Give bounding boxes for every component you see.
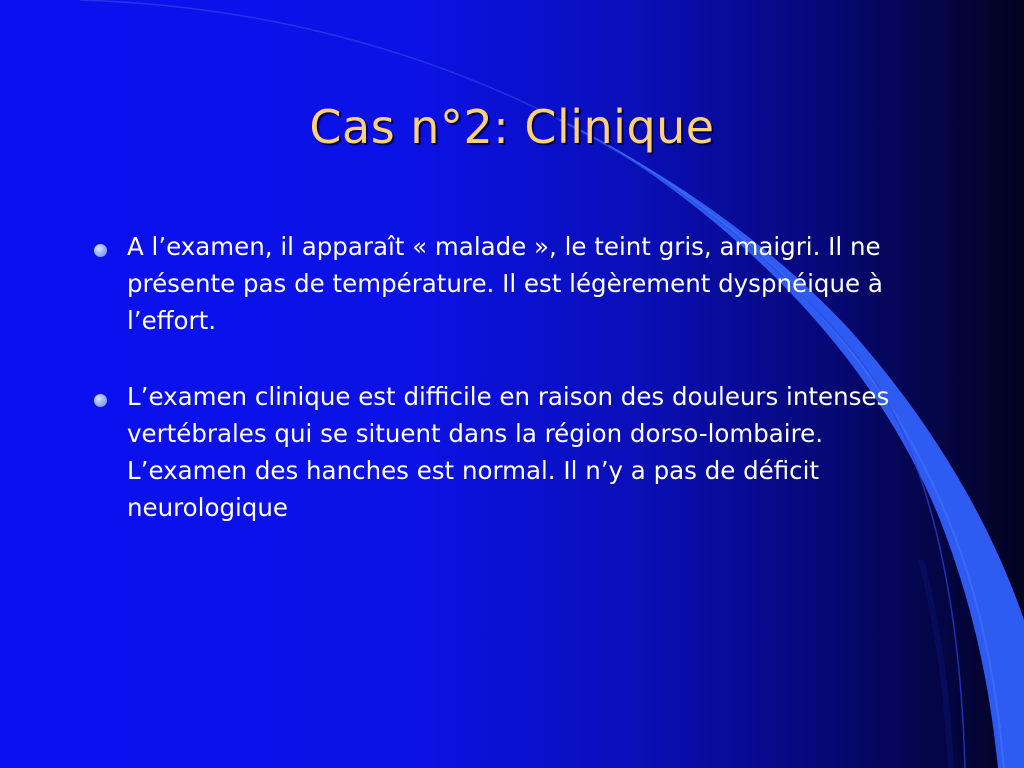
bullet-dot-icon — [94, 394, 107, 407]
bullet-item-clinical-exam — [92, 378, 922, 526]
bullet-text: A l’examen, il apparaît « malade », le teint gris, amaigri. Il ne présente pas de température. Il est légèrement dyspnéique à l’effort. — [127, 232, 883, 335]
bullet-dot-icon — [94, 244, 107, 257]
slide-title: Cas n°2: Clinique — [309, 100, 715, 154]
bullet-item-exam — [92, 228, 922, 339]
bullet-text: L’examen clinique est difficile en raison des douleurs intenses vertébrales qui se situent dans la région dorso-lombaire. L’examen des hanches est normal. Il n’y a pas de déficit neurologique — [127, 382, 890, 522]
bullet-list — [92, 228, 922, 565]
